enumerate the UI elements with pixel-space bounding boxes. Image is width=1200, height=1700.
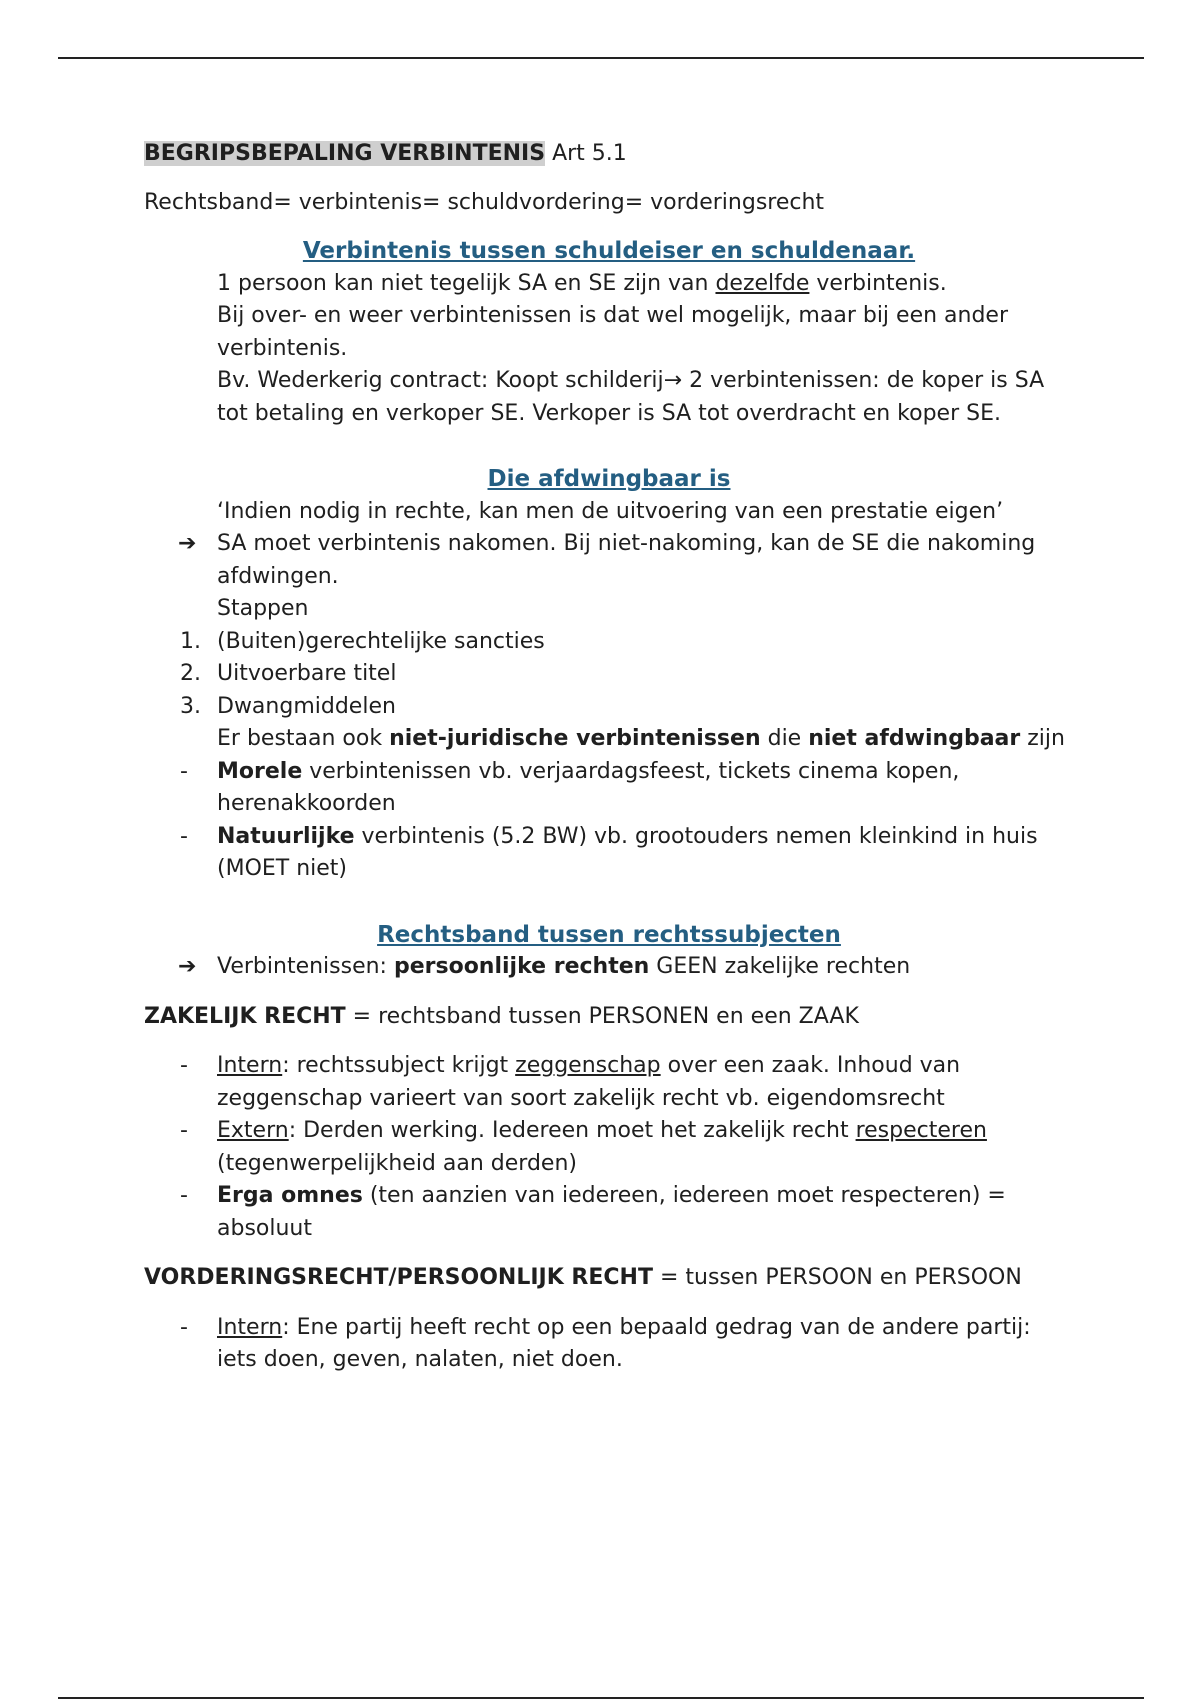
section1-paragraph2: Bij over- en weer verbintenissen is dat wel mogelijk, maar bij een ander verbintenis. [217,303,1009,361]
dash-list-item: - Extern: Derden werking. Iedereen moet het zakelijk recht respecteren (tegenwerpelijkheid aan derden) [144,1115,1074,1180]
arrow-icon: ➔ [178,531,197,556]
main-heading [144,138,1074,171]
section-heading-schuldeiser: Verbintenis tussen schuldeiser en schuldenaar. [302,238,916,264]
vorderingsrecht-definition: VORDERINGSRECHT/PERSOONLIJK RECHT = tussen PERSOON en PERSOON [144,1265,1022,1290]
section2-quote: ‘Indien nodig in rechte, kan men de uitvoering van een prestatie eigen’ [217,498,1004,524]
arrow-list-item: ➔ SA moet verbintenis nakomen. Bij niet-nakoming, kan de SE die nakoming afdwingen. [144,528,1074,593]
heading-title: BEGRIPSBEPALING VERBINTENIS [144,141,546,166]
dash-list-item: - Intern: rechtssubject krijgt zeggenschap over een zaak. Inhoud van zeggenschap varieert van soort zakelijk recht vb. eigendomsrecht [144,1050,1074,1115]
dash-list-item: - Erga omnes (ten aanzien van iedereen, iedereen moet respecteren) = absoluut [144,1180,1074,1245]
dash-marker: - [180,1053,188,1078]
dash-marker: - [180,823,188,849]
footer-rule [58,1697,1144,1699]
dash-list-item: - Morele verbintenissen vb. verjaardagsfeest, tickets cinema kopen, herenakkoorden [144,756,1074,821]
document-body [144,138,1074,1377]
dash-marker: - [180,1183,188,1208]
section-heading-rechtssubjecten: Rechtsband tussen rechtssubjecten [377,921,841,948]
non-legal-obligations-note: Er bestaan ook niet-juridische verbintenissen die niet afdwingbaar zijn [217,726,1065,751]
article-reference: Art 5.1 [552,141,627,166]
header-rule [58,57,1144,59]
section-heading-afdwingbaar: Die afdwingbaar is [487,466,731,492]
zakelijk-recht-definition: ZAKELIJK RECHT = rechtsband tussen PERSONEN en een ZAAK [144,1003,859,1029]
arrow-icon: ➔ [178,954,197,979]
numbered-step: 2. Uitvoerbare titel [180,661,397,686]
dash-list-item: - Natuurlijke verbintenis (5.2 BW) vb. grootouders nemen kleinkind in huis (MOET niet) [144,821,1074,886]
numbered-step: 1. (Buiten)gerechtelijke sancties [180,628,545,654]
numbered-step: 3. Dwangmiddelen [180,693,396,719]
arrow-list-item: ➔ Verbintenissen: persoonlijke rechten GEEN zakelijke rechten [144,951,1074,984]
definition-line: Rechtsband= verbintenis= schuldvordering= vorderingsrecht [144,189,825,215]
dash-list-item: - Intern: Ene partij heeft recht op een bepaald gedrag van de andere partij: iets doen, geven, nalaten, niet doen. [144,1312,1074,1377]
steps-label: Stappen [217,596,309,621]
dash-marker: - [180,1118,188,1143]
dash-marker: - [180,1314,188,1340]
dash-marker: - [180,758,188,784]
section1-line1: 1 persoon kan niet tegelijk SA en SE zijn van dezelfde verbintenis. [217,270,947,296]
section1-example: Bv. Wederkerig contract: Koopt schilderij→ 2 verbintenissen: de koper is SA tot betaling en verkoper SE. Verkoper is SA tot overdracht en koper SE. [217,368,1045,426]
